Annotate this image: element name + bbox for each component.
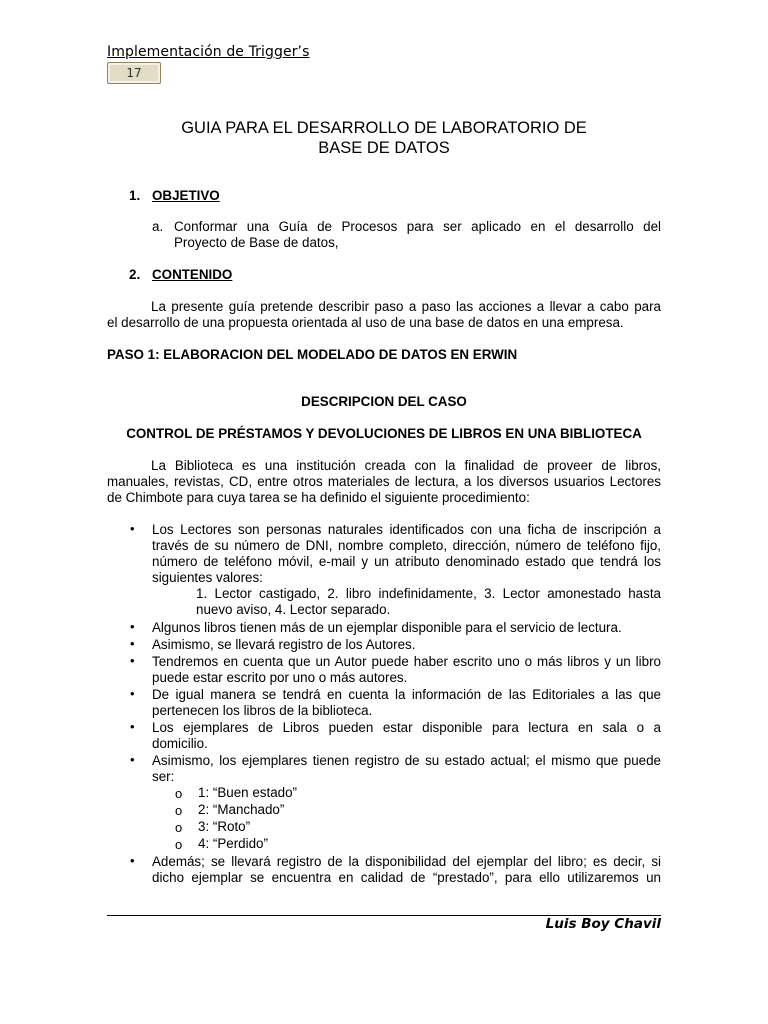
- bullet-4-line-1: Tendremos en cuenta que un Autor puede haber escrito uno o más libros y un libro: [152, 654, 661, 669]
- case-intro-line-2: manuales, revistas, CD, entre otros materiales de lectura, a los diversos usuarios Lectores: [107, 474, 661, 489]
- page-number-badge: 17: [107, 62, 161, 84]
- section-2-number: 2.: [129, 267, 141, 282]
- case-subheading: CONTROL DE PRÉSTAMOS Y DEVOLUCIONES DE LIBROS EN UNA BIBLIOTECA: [126, 426, 642, 441]
- step-1-heading: PASO 1: ELABORACION DEL MODELADO DE DATOS EN ERWIN: [107, 347, 518, 362]
- state-item-1: 1: “Buen estado”: [198, 785, 298, 800]
- sub-bullet-icon: o: [175, 803, 183, 818]
- reader-status-values-line-2: nuevo aviso, 4. Lector separado.: [196, 602, 391, 617]
- sub-bullet-icon: o: [175, 837, 183, 852]
- case-intro-line-3: de Chimbote para cuya tarea se ha definido el siguiente procedimiento:: [107, 490, 530, 505]
- bullet-6-line-2: domicilio.: [152, 736, 208, 751]
- bullet-5-line-1: De igual manera se tendrá en cuenta la información de las Editoriales a las que: [152, 687, 661, 702]
- title-line-2: BASE DE DATOS: [318, 139, 450, 157]
- reader-status-values-line-1: 1. Lector castigado, 2. libro indefinidamente, 3. Lector amonestado hasta: [196, 586, 661, 601]
- content-paragraph-line-1: La presente guía pretende describir paso a paso las acciones a llevar a cabo para: [151, 299, 661, 314]
- bullet-icon: •: [130, 853, 135, 868]
- document-title: [107, 118, 661, 158]
- bullet-5-line-2: pertenecen los libros de la biblioteca.: [152, 703, 373, 718]
- bullet-icon: •: [130, 521, 135, 536]
- bullet-7-line-2: ser:: [152, 769, 175, 784]
- state-item-3: 3: “Roto”: [198, 819, 251, 834]
- objective-item-line-2: Proyecto de Base de datos,: [174, 235, 339, 250]
- section-1-number: 1.: [129, 188, 141, 203]
- bullet-8-line-1: Además; se llevará registro de la disponibilidad del ejemplar del libro; es decir, si: [152, 854, 661, 869]
- bullet-1-line-1: Los Lectores son personas naturales identificados con una ficha de inscripción a: [152, 522, 661, 537]
- bullet-7-line-1: Asimismo, los ejemplares tienen registro de su estado actual; el mismo que puede: [152, 753, 661, 768]
- bullet-icon: •: [130, 752, 135, 767]
- bullet-2: Algunos libros tienen más de un ejemplar disponible para el servicio de lectura.: [152, 620, 622, 635]
- bullet-1-line-2: través de su número de DNI, nombre completo, dirección, número de teléfono fijo,: [152, 538, 661, 553]
- case-heading: DESCRIPCION DEL CASO: [301, 394, 467, 409]
- section-1-heading: OBJETIVO: [152, 188, 220, 203]
- bullet-icon: •: [130, 636, 135, 651]
- bullet-icon: •: [130, 619, 135, 634]
- section-2-heading: CONTENIDO: [152, 267, 233, 282]
- bullet-8-line-2: dicho ejemplar se encuentra en calidad de “prestado”, para ello utilizaremos un: [152, 870, 661, 885]
- sub-bullet-icon: o: [175, 786, 183, 801]
- bullet-icon: •: [130, 653, 135, 668]
- bullet-4-line-2: puede estar escrito por uno o más autores.: [152, 670, 408, 685]
- title-line-1: GUIA PARA EL DESARROLLO DE LABORATORIO DE: [181, 119, 587, 137]
- bullet-icon: •: [130, 686, 135, 701]
- state-item-2: 2: “Manchado”: [198, 802, 285, 817]
- bullet-1-line-4: siguientes valores:: [152, 570, 263, 585]
- footer-author: Luis Boy Chavil: [545, 916, 661, 932]
- case-intro-line-1: La Biblioteca es una institución creada con la finalidad de proveer de libros,: [151, 458, 661, 473]
- bullet-1-line-3: número de teléfono móvil, e-mail y un atributo denominado estado que tendrá los: [152, 554, 661, 569]
- header-title: Implementación de Trigger’s: [107, 44, 310, 60]
- bullet-icon: •: [130, 719, 135, 734]
- objective-item-letter: a.: [152, 219, 164, 234]
- objective-item-line-1: Conformar una Guía de Procesos para ser aplicado en el desarrollo del: [174, 219, 661, 234]
- sub-bullet-icon: o: [175, 820, 183, 835]
- bullet-6-line-1: Los ejemplares de Libros pueden estar disponible para lectura en sala o a: [152, 720, 661, 735]
- content-paragraph-line-2: el desarrollo de una propuesta orientada al uso de una base de datos en una empresa.: [107, 315, 624, 330]
- state-item-4: 4: “Perdido”: [198, 836, 268, 851]
- bullet-3: Asimismo, se llevará registro de los Autores.: [152, 637, 416, 652]
